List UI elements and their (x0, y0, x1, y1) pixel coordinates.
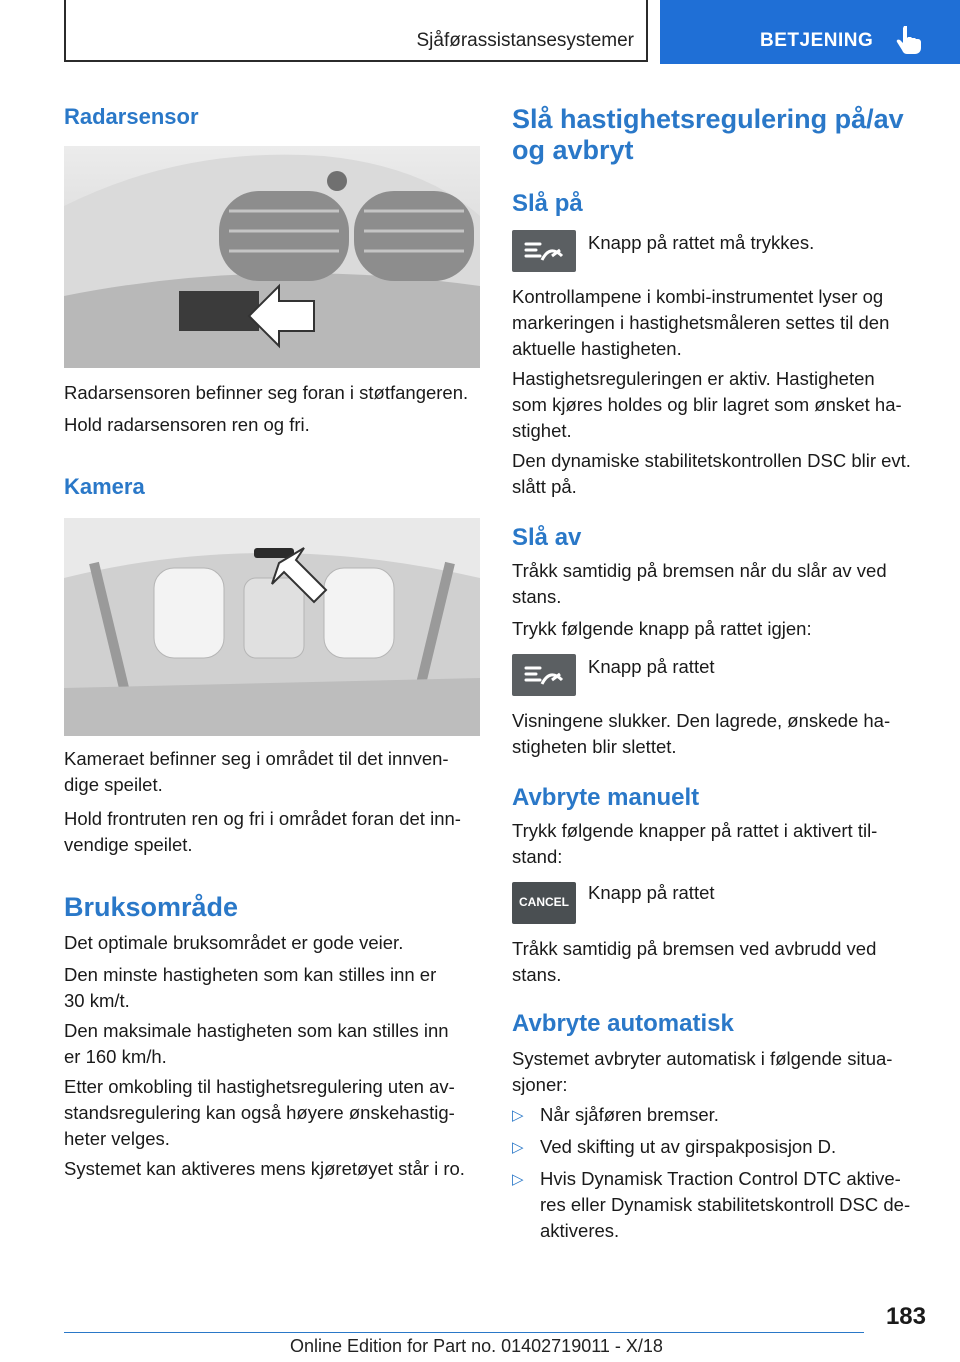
off-paragraph-1: Tråkk samtidig på bremsen når du slår av ved stans. (512, 560, 887, 607)
on-button-text: Knapp på rattet må trykkes. (588, 232, 815, 253)
edition-note: Online Edition for Part no. 01402719011 - X/18 (290, 1336, 663, 1356)
triangle-bullet-icon: ▷ (512, 1139, 524, 1156)
main-heading: Slå hastighetsregulering på/av og avbryt (512, 104, 904, 165)
off-paragraph-3: Visningene slukker. Den lagrede, ønskede ha- stigheten blir slettet. (512, 710, 891, 757)
usage-paragraph-3: Den maksimale hastigheten som kan stilles inn er 160 km/h. (64, 1020, 449, 1067)
camera-paragraph-2: Hold frontruten ren og fri i området foran det inn- vendige speilet. (64, 808, 461, 855)
list-item: ▷ Når sjåføren bremser. (512, 1104, 719, 1125)
camera-figure (64, 518, 480, 736)
on-heading: Slå på (512, 190, 583, 217)
radar-paragraph-1: Radarsensoren befinner seg foran i støtfangeren. (64, 382, 469, 403)
camera-heading: Kamera (64, 474, 145, 499)
list-item: ▷ Hvis Dynamisk Traction Control DTC aktive- res eller Dynamisk stabilitetskontroll DSC de- aktiveres. (512, 1168, 911, 1241)
on-paragraph-1: Kontrollampene i kombi-instrumentet lyser og markeringen i hastighetsmåleren settes til den aktuelle hastigheten. (512, 286, 890, 359)
manual-button-text: Knapp på rattet (588, 882, 715, 903)
cruise-control-button-icon (512, 230, 576, 272)
on-paragraph-3: Den dynamiske stabilitetskontrollen DSC blir evt. slått på. (512, 450, 911, 497)
manual-heading: Avbryte manuelt (512, 784, 700, 811)
pointing-hand-icon (894, 24, 922, 54)
car-interior-illustration (64, 518, 480, 736)
radar-sensor-figure (64, 146, 480, 368)
usage-paragraph-4: Etter omkobling til hastighetsregulering uten av- standsregulering kan også høyere ønskehastig- heter velges. (64, 1076, 455, 1149)
running-header-chapter (660, 0, 960, 64)
radar-paragraph-2: Hold radarsensoren ren og fri. (64, 414, 310, 435)
manual-paragraph-2: Tråkk samtidig på bremsen ved avbrudd ved stans. (512, 938, 877, 985)
chapter-title: BETJENING (760, 30, 874, 51)
car-front-illustration (64, 146, 480, 368)
off-button-text: Knapp på rattet (588, 656, 715, 677)
on-paragraph-2: Hastighetsreguleringen er aktiv. Hastigheten som kjøres holdes og blir lagret som ønsket ha- stighet. (512, 368, 902, 441)
radar-heading: Radarsensor (64, 104, 199, 129)
running-header-section (64, 0, 648, 62)
manual-paragraph-1: Trykk følgende knapper på rattet i aktivert til- stand: (512, 820, 878, 867)
page-number: 183 (885, 1303, 926, 1330)
cancel-button-icon: CANCEL (512, 882, 576, 924)
bullet-list (512, 1102, 932, 1246)
camera-paragraph-1: Kameraet befinner seg i området til det innven- dige speilet. (64, 748, 449, 795)
footer-divider (64, 1332, 864, 1333)
triangle-bullet-icon: ▷ (512, 1171, 524, 1188)
usage-paragraph-2: Den minste hastigheten som kan stilles inn er 30 km/t. (64, 964, 437, 1011)
triangle-bullet-icon: ▷ (512, 1107, 524, 1124)
auto-heading: Avbryte automatisk (512, 1010, 734, 1037)
usage-paragraph-5: Systemet kan aktiveres mens kjøretøyet står i ro. (64, 1158, 465, 1179)
cruise-control-off-button-icon (512, 654, 576, 696)
section-title: Sjåførassistansesystemer (416, 30, 634, 51)
usage-paragraph-1: Det optimale bruksområdet er gode veier. (64, 932, 404, 953)
off-paragraph-2: Trykk følgende knapp på rattet igjen: (512, 618, 812, 639)
auto-paragraph-1: Systemet avbryter automatisk i følgende situa- sjoner: (512, 1048, 893, 1095)
off-heading: Slå av (512, 524, 582, 551)
list-item: ▷ Ved skifting ut av girspakposisjon D. (512, 1136, 837, 1157)
usage-heading: Bruksområde (64, 892, 239, 922)
